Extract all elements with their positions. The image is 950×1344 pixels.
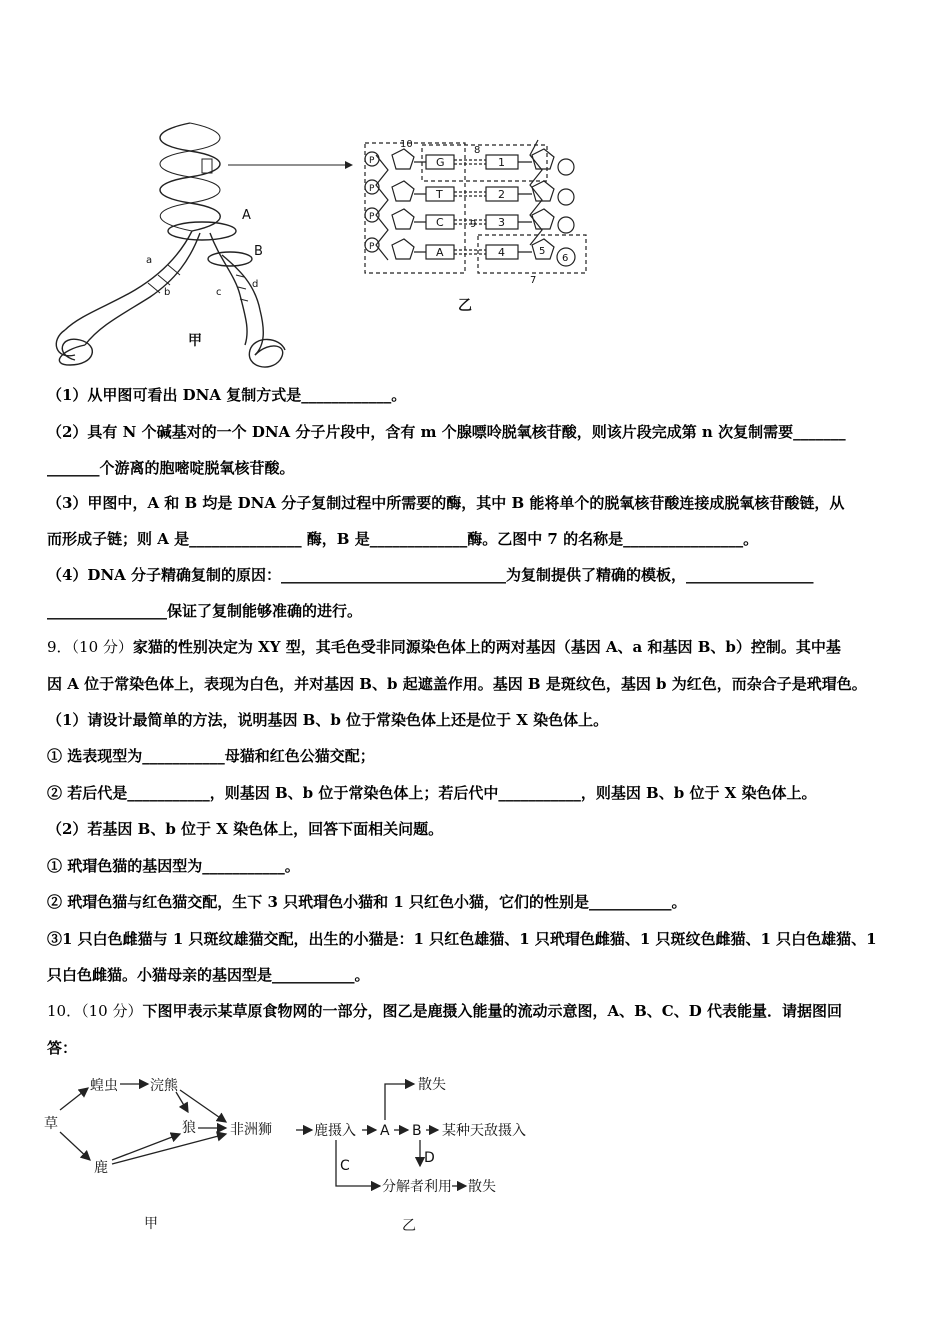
text-line-9: 因 A 位于常染色体上，表现为白色，并对基因 B、b 起遮盖作用。基因 B 是斑纹色，基因 b 为红色，而杂合子是玳瑁色。 <box>47 675 867 693</box>
base-c: C <box>436 216 444 229</box>
number-6: 6 <box>562 253 569 264</box>
text-line-7: ________________保证了复制能够准确的进行。 <box>47 602 363 620</box>
flow-lost-top: 散失 <box>418 1077 446 1093</box>
base-g: G <box>436 156 445 169</box>
text-line-14: ① 玳瑁色猫的基因型为___________。 <box>47 857 300 875</box>
number-5: 5 <box>539 246 546 257</box>
text-line-19: 答： <box>47 1039 78 1057</box>
flow-b: B <box>412 1123 422 1139</box>
text-line-2: （2）具有 N 个碱基对的一个 DNA 分子片段中，含有 m 个腺嘌呤脱氧核苷酸，则该片段完成第 n 次复制需要_______ <box>47 423 846 441</box>
node-lion: 非洲狮 <box>230 1122 272 1138</box>
food-web-figure <box>40 1070 540 1235</box>
number-4: 4 <box>498 246 505 259</box>
text-line-15: ② 玳瑁色猫与红色猫交配，生下 3 只玳瑁色小猫和 1 只红色小猫，它们的性别是___________。 <box>47 893 687 911</box>
text-line-13: （2）若基因 B、b 位于 X 染色体上，回答下面相关问题。 <box>47 820 444 838</box>
node-raccoon: 浣熊 <box>150 1078 178 1094</box>
strand-label-d: d <box>252 279 259 290</box>
base-a: A <box>436 246 444 259</box>
text-line-11: ① 选表现型为___________母猫和红色公猫交配； <box>47 747 375 765</box>
enzyme-a-ellipse <box>168 222 236 240</box>
flow-deer-intake: 鹿摄入 <box>314 1123 356 1139</box>
question-9-text: 家猫的性别决定为 XY 型，其毛色受非同源染色体上的两对基因（基因 A、a 和基因 B、b）控制。其中基 <box>132 638 841 656</box>
text-line-12: ② 若后代是___________，则基因 B、b 位于常染色体上；若后代中___________，则基因 B、b 位于 X 染色体上。 <box>47 784 817 802</box>
enzyme-b-label: B <box>254 244 263 259</box>
fig2-jia-label: 甲 <box>144 1216 158 1232</box>
callout-10: 10 <box>400 139 413 150</box>
node-grass: 草 <box>44 1116 58 1132</box>
flow-lost-bottom: 散失 <box>468 1179 496 1195</box>
text-line-4: （3）甲图中，A 和 B 均是 DNA 分子复制过程中所需要的酶，其中 B 能将单个的脱氧核苷酸连接成脱氧核苷酸链，从 <box>47 494 845 512</box>
text-line-10: （1）请设计最简单的方法，说明基因 B、b 位于常染色体上还是位于 X 染色体上。 <box>47 711 609 729</box>
question-10-text: 下图甲表示某草原食物网的一部分，图乙是鹿摄入能量的流动示意图，A、B、C、D 代表能量．请据图回 <box>142 1002 842 1020</box>
text-line-6: （4）DNA 分子精确复制的原因：______________________________为复制提供了精确的模板，_________________ <box>47 566 814 584</box>
phosphate-4: P <box>369 242 375 252</box>
flow-d: D <box>424 1150 435 1166</box>
fig1-yi-label: 乙 <box>458 298 472 314</box>
flow-enemy: 某种天敌摄入 <box>442 1123 526 1139</box>
number-1: 1 <box>498 156 505 169</box>
left-strand <box>65 231 192 330</box>
text-line-3: _______个游离的胞嘧啶脱氧核苷酸。 <box>47 459 295 477</box>
text-line-17: 只白色雌猫。小猫母亲的基因型是___________。 <box>47 966 370 984</box>
question-9-header <box>47 637 841 657</box>
callout-8: 8 <box>474 145 481 156</box>
phosphate-2: P <box>369 184 375 194</box>
enzyme-b-ellipse <box>208 252 252 266</box>
callout-box-7 <box>478 235 586 273</box>
dna-replication-figure <box>40 115 630 375</box>
left-backbone <box>376 155 388 260</box>
text-line-1: （1）从甲图可看出 DNA 复制方式是____________。 <box>47 386 407 404</box>
callout-9: 9 <box>470 219 477 230</box>
node-deer: 鹿 <box>94 1160 108 1176</box>
base-t: T <box>436 188 443 201</box>
strand-label-a: a <box>146 255 153 266</box>
callout-7: 7 <box>530 275 537 286</box>
number-3: 3 <box>498 216 505 229</box>
flow-a: A <box>380 1123 390 1139</box>
text-line-5: 而形成子链；则 A 是_______________ 酶，B 是_____________酶。乙图中 7 的名称是________________。 <box>47 530 759 548</box>
phosphate-3: P <box>369 212 375 222</box>
flow-decomposer: 分解者利用 <box>382 1179 452 1195</box>
question-9-number: 9．（10 分） <box>47 638 133 656</box>
strand-label-c: c <box>216 287 222 298</box>
node-wolf: 狼 <box>182 1120 196 1136</box>
node-locust: 蝗虫 <box>90 1078 118 1094</box>
question-10-number: 10．（10 分） <box>47 1002 143 1020</box>
phosphate-1: P <box>369 156 375 166</box>
enzyme-a-label: A <box>242 208 251 223</box>
fig2-yi-label: 乙 <box>402 1218 416 1234</box>
text-line-16: ③1 只白色雌猫与 1 只斑纹雄猫交配，出生的小猫是：1 只红色雄猫、1 只玳瑁色雌猫、1 只斑纹色雌猫、1 只白色雄猫、1 <box>47 930 877 948</box>
question-10-header <box>47 1001 842 1021</box>
strand-label-b: b <box>164 287 171 298</box>
number-2: 2 <box>498 188 505 201</box>
flow-c: C <box>340 1158 350 1174</box>
fig1-jia-label: 甲 <box>188 333 202 349</box>
